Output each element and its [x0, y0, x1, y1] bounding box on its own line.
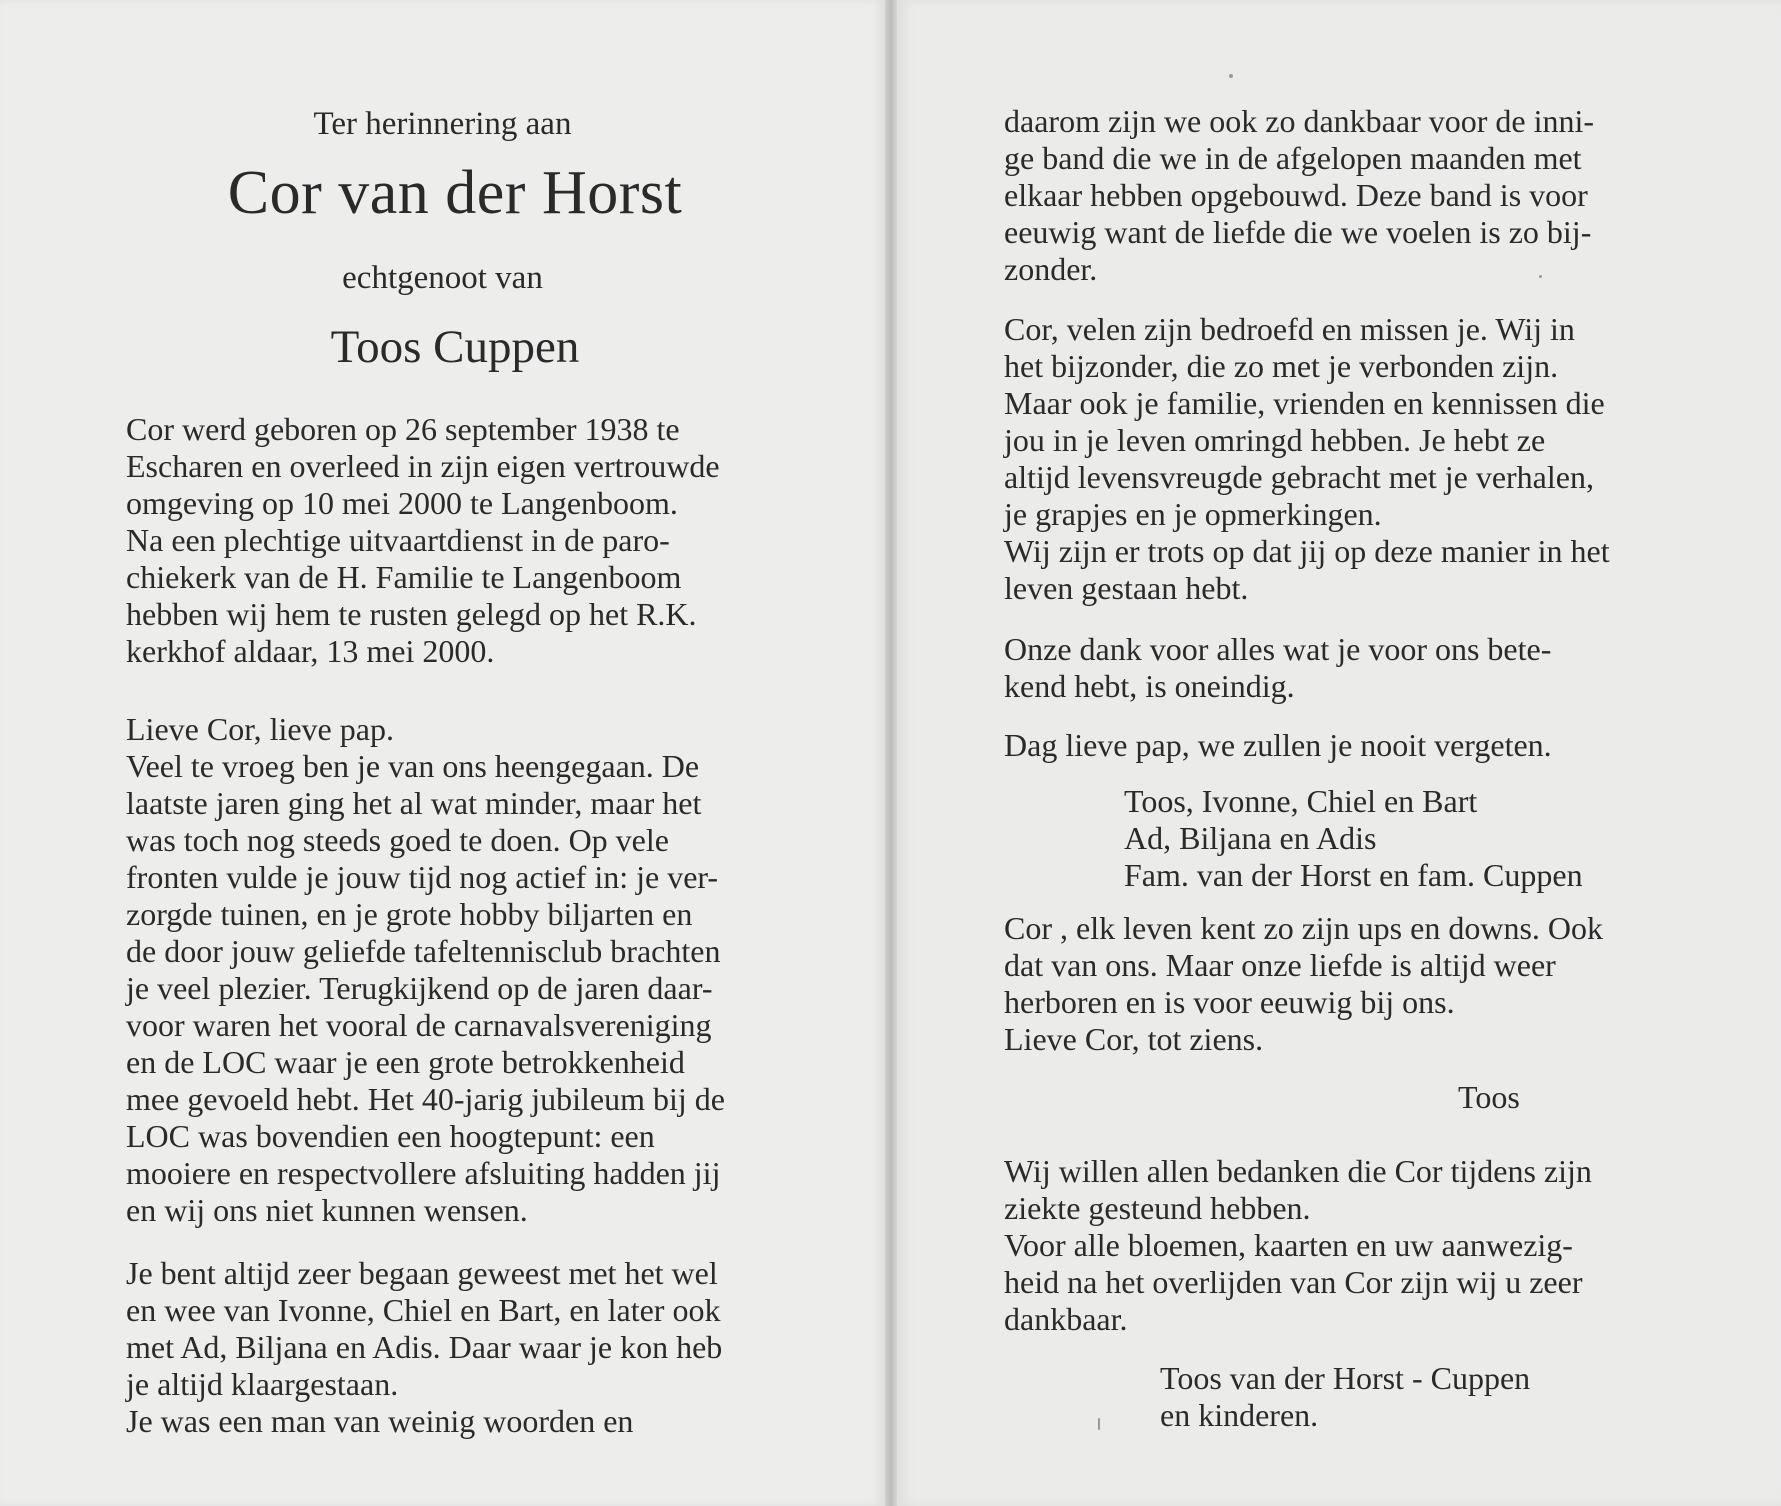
closing-signature [1160, 1360, 1530, 1434]
letter-line: zorgde tuinen, en je grote hobby biljarten en [126, 896, 693, 932]
text-line: altijd levensvreugde gebracht met je verhalen, [1004, 459, 1594, 495]
paragraph-3 [1004, 631, 1672, 705]
letter-line: Lieve Cor, lieve pap. [126, 711, 394, 747]
text-line: Cor , elk leven kent zo zijn ups en downs. Ook [1004, 910, 1603, 946]
text-line: Cor, velen zijn bedroefd en missen je. Wij in [1004, 311, 1575, 347]
paragraph-4 [1004, 727, 1672, 764]
family-line: Toos, Ivonne, Chiel en Bart [1124, 783, 1478, 819]
text-line: daarom zijn we ook zo dankbaar voor de inni- [1004, 103, 1595, 139]
letter-line: en wee van Ivonne, Chiel en Bart, en later ook [126, 1292, 721, 1328]
paragraph-2 [1004, 311, 1672, 607]
bio-line: chiekerk van de H. Familie te Langenboom [126, 559, 682, 595]
bio-line: Cor werd geboren op 26 september 1938 te [126, 411, 680, 447]
signature-toos: Toos [1458, 1079, 1520, 1115]
paragraph-5 [1004, 910, 1672, 1058]
paper-speck [1229, 74, 1233, 78]
letter-line: laatste jaren ging het al wat minder, maar het [126, 785, 702, 821]
text-line: Onze dank voor alles wat je voor ons bete- [1004, 631, 1552, 667]
paper-speck [1098, 1418, 1100, 1430]
letter-line: en wij ons niet kunnen wensen. [126, 1192, 528, 1228]
text-line: elkaar hebben opgebouwd. Deze band is voor [1004, 177, 1588, 213]
text-line: kend hebt, is oneindig. [1004, 668, 1295, 704]
text-line: Dag lieve pap, we zullen je nooit vergeten. [1004, 727, 1552, 763]
text-line: Wij zijn er trots op dat jij op deze manier in het [1004, 533, 1610, 569]
letter-line: je veel plezier. Terugkijkend op de jaren daar- [126, 970, 713, 1006]
letter-line: Je bent altijd zeer begaan geweest met het wel [126, 1255, 718, 1291]
thanks-paragraph [1004, 1153, 1672, 1338]
text-line: ziekte gesteund hebben. [1004, 1190, 1311, 1226]
text-line: je grapjes en je opmerkingen. [1004, 496, 1382, 532]
letter-line: LOC was bovendien een hoogtepunt: een [126, 1118, 655, 1154]
text-line: zonder. [1004, 251, 1098, 287]
text-line: leven gestaan hebt. [1004, 570, 1249, 606]
signature-line: Toos van der Horst - Cuppen [1160, 1360, 1531, 1396]
deceased-name: Cor van der Horst [227, 159, 683, 227]
letter-line: was toch nog steeds goed te doen. Op vele [126, 822, 669, 858]
letter-line: voor waren het vooral de carnavalsvereniging [126, 1007, 712, 1043]
paper-speck [1539, 275, 1542, 278]
letter-line: de door jouw geliefde tafeltennisclub brachten [126, 933, 721, 969]
biography [126, 411, 790, 670]
text-line: dat van ons. Maar onze liefde is altijd weer [1004, 947, 1556, 983]
bio-line: Na een plechtige uitvaartdienst in de paro- [126, 522, 670, 558]
text-line: herboren en is voor eeuwig bij ons. [1004, 984, 1455, 1020]
letter-line: mee gevoeld hebt. Het 40-jarig jubileum bij de [126, 1081, 725, 1117]
family-line: Fam. van der Horst en fam. Cuppen [1124, 857, 1583, 893]
text-line: ge band die we in de afgelopen maanden met [1004, 140, 1582, 176]
intro-text: Ter herinnering aan [313, 106, 572, 142]
text-line: Voor alle bloemen, kaarten en uw aanwezig- [1004, 1227, 1573, 1263]
bio-line: hebben wij hem te rusten gelegd op het R.K. [126, 596, 697, 632]
family-list [1124, 783, 1583, 894]
family-line: Ad, Biljana en Adis [1124, 820, 1377, 856]
letter-line: met Ad, Biljana en Adis. Daar waar je kon heb [126, 1329, 723, 1365]
letter [126, 711, 790, 1229]
text-line: heid na het overlijden van Cor zijn wij u zeer [1004, 1264, 1583, 1300]
spouse-name: Toos Cuppen [330, 321, 580, 373]
signature-line: en kinderen. [1160, 1397, 1319, 1433]
letter-line: mooiere en respectvollere afsluiting hadden jij [126, 1155, 721, 1191]
bio-line: omgeving op 10 mei 2000 te Langenboom. [126, 485, 678, 521]
text-line: dankbaar. [1004, 1301, 1128, 1337]
text-line: eeuwig want de liefde die we voelen is zo bij- [1004, 214, 1592, 250]
letter-line: en de LOC waar je een grote betrokkenheid [126, 1044, 685, 1080]
letter-line: Je was een man van weinig woorden en [126, 1403, 634, 1439]
text-line: Wij willen allen bedanken die Cor tijdens zijn [1004, 1153, 1592, 1189]
bio-line: Escharen en overleed in zijn eigen vertrouwde [126, 448, 720, 484]
letter-continued [126, 1255, 790, 1440]
text-line: Maar ook je familie, vrienden en kennissen die [1004, 385, 1605, 421]
text-line: het bijzonder, die zo met je verbonden zijn. [1004, 348, 1559, 384]
bio-line: kerkhof aldaar, 13 mei 2000. [126, 633, 495, 669]
text-line: Lieve Cor, tot ziens. [1004, 1021, 1264, 1057]
text-line: jou in je leven omringd hebben. Je hebt ze [1004, 422, 1546, 458]
relation-text: echtgenoot van [342, 260, 543, 296]
paragraph-1 [1004, 103, 1672, 288]
letter-line: fronten vulde je jouw tijd nog actief in: je ver- [126, 859, 719, 895]
letter-line: je altijd klaargestaan. [126, 1366, 399, 1402]
letter-line: Veel te vroeg ben je van ons heengegaan. De [126, 748, 700, 784]
